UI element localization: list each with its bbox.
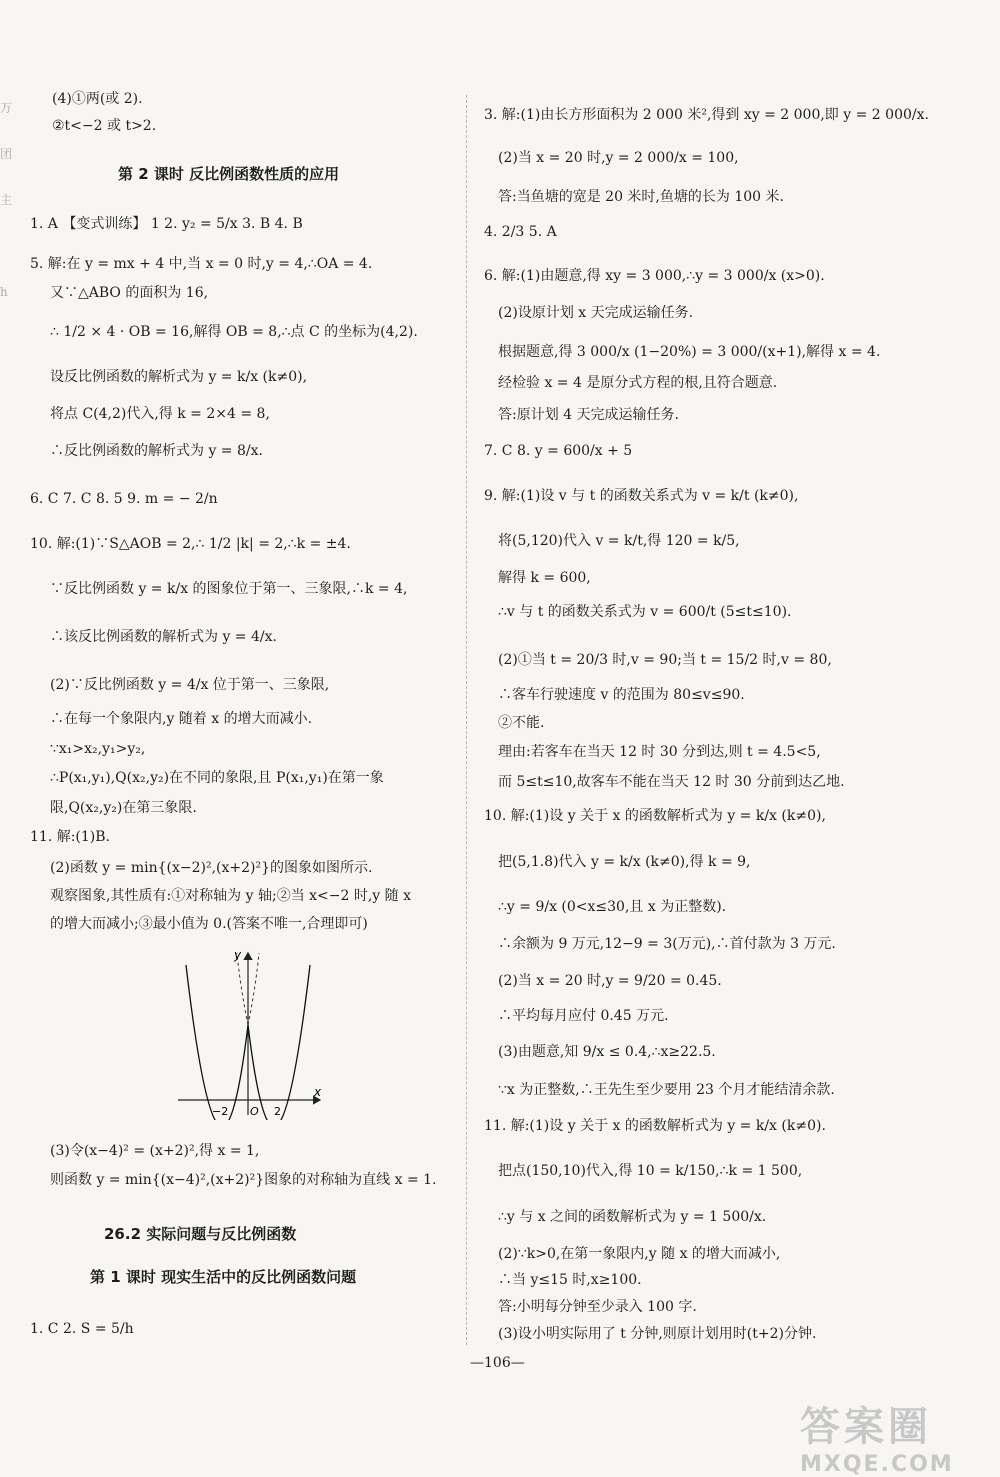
text-line: (2)设原计划 x 天完成运输任务. — [498, 305, 694, 321]
text-line: 11. 解:(1)设 y 关于 x 的函数解析式为 y = k/x (k≠0). — [484, 1118, 826, 1134]
text-line: ∴客车行驶速度 v 的范围为 80≤v≤90. — [498, 687, 745, 703]
tick-label-neg: −2 — [212, 1105, 229, 1118]
text-line: 1. C 2. S = 5/h — [30, 1321, 134, 1337]
text-line: 观察图象,其性质有:①对称轴为 y 轴;②当 x<−2 时,y 随 x — [50, 888, 412, 904]
text-line: ∴v 与 t 的函数关系式为 v = 600/t (5≤t≤10). — [498, 604, 792, 620]
watermark-url: MXQE.COM — [800, 1452, 954, 1477]
origin-label: O — [250, 1105, 259, 1118]
curve-right — [248, 965, 310, 1120]
dashed-curve-right — [237, 953, 248, 1025]
text-line: (4)①两(或 2). — [52, 91, 143, 107]
text-line: (2)函数 y = min{(x−2)²,(x+2)²}的图象如图所示. — [50, 860, 373, 876]
scan-margin-marks: 万 团 主 h — [0, 101, 13, 299]
text-line: 答:当鱼塘的宽是 20 米时,鱼塘的长为 100 米. — [498, 189, 784, 205]
text-line: (2)①当 t = 20/3 时,v = 90;当 t = 15/2 时,v = 80, — [498, 652, 832, 668]
text-line: ∴该反比例函数的解析式为 y = 4/x. — [50, 629, 277, 645]
dashed-curve-left — [248, 953, 259, 1025]
text-line: ②不能. — [498, 715, 545, 731]
x-axis-label: x — [314, 1085, 322, 1099]
text-line: ②t<−2 或 t>2. — [52, 118, 157, 134]
text-line: 的增大而减小;③最小值为 0.(答案不唯一,合理即可) — [50, 916, 368, 932]
text-line: 6. 解:(1)由题意,得 xy = 3 000,∴y = 3 000/x (x>0). — [484, 268, 825, 284]
text-line: (2)当 x = 20 时,y = 2 000/x = 100, — [498, 150, 739, 166]
text-line: 理由:若客车在当天 12 时 30 分到达,则 t = 4.5<5, — [498, 744, 821, 760]
text-line: 把点(150,10)代入,得 10 = k/150,∴k = 1 500, — [498, 1163, 803, 1179]
text-line: 11. 解:(1)B. — [30, 829, 111, 845]
text-line: 而 5≤t≤10,故客车不能在当天 12 时 30 分前到达乙地. — [498, 774, 845, 790]
text-line: 把(5,1.8)代入 y = k/x (k≠0),得 k = 9, — [498, 854, 751, 870]
text-line: (3)由题意,知 9/x ≤ 0.4,∴x≥22.5. — [498, 1044, 716, 1060]
text-line: 10. 解:(1)∵S△AOB = 2,∴ 1/2 |k| = 2,∴k = ±4. — [30, 536, 351, 552]
text-line: 将点 C(4,2)代入,得 k = 2×4 = 8, — [50, 406, 270, 422]
watermark-cn: 答案圈 — [800, 1404, 932, 1450]
text-line: 3. 解:(1)由长方形面积为 2 000 米²,得到 xy = 2 000,即 y = 2 000/x. — [484, 107, 929, 123]
text-line: (2)∵反比例函数 y = 4/x 位于第一、三象限, — [50, 677, 330, 693]
text-line: 答:小明每分钟至少录入 100 字. — [498, 1299, 697, 1315]
text-line: 5. 解:在 y = mx + 4 中,当 x = 0 时,y = 4,∴OA = 4. — [30, 256, 373, 272]
text-line: ∵x₁>x₂,y₁>y₂, — [50, 741, 146, 757]
text-line: (2)∵k>0,在第一象限内,y 随 x 的增大而减小, — [498, 1246, 781, 1262]
text-line: 答:原计划 4 天完成运输任务. — [498, 407, 679, 423]
text-line: ∵反比例函数 y = k/x 的图象位于第一、三象限,∴k = 4, — [50, 581, 408, 597]
tick-label-pos: 2 — [274, 1105, 281, 1118]
watermark — [800, 1395, 990, 1477]
text-line: 将(5,120)代入 v = k/t,得 120 = k/5, — [498, 533, 740, 549]
text-line: (2)当 x = 20 时,y = 9/20 = 0.45. — [498, 973, 722, 989]
column-divider — [466, 95, 467, 1345]
y-axis-label: y — [234, 948, 242, 962]
text-line: ∴平均每月应付 0.45 万元. — [498, 1008, 669, 1024]
text-line: ∵x 为正整数,∴王先生至少要用 23 个月才能结清余款. — [498, 1082, 835, 1098]
text-line: ∴反比例函数的解析式为 y = 8/x. — [50, 443, 263, 459]
section-heading: 第 2 课时 反比例函数性质的应用 — [118, 165, 340, 183]
section-heading: 26.2 实际问题与反比例函数 — [104, 1225, 297, 1243]
text-line: 则函数 y = min{(x−4)²,(x+2)²}图象的对称轴为直线 x = 1. — [50, 1172, 437, 1188]
section-heading: 第 1 课时 现实生活中的反比例函数问题 — [90, 1268, 357, 1286]
text-line: ∴余额为 9 万元,12−9 = 3(万元),∴首付款为 3 万元. — [498, 936, 836, 952]
text-line: 又∵△ABO 的面积为 16, — [50, 285, 209, 301]
text-line: (3)设小明实际用了 t 分钟,则原计划用时(t+2)分钟. — [498, 1326, 817, 1342]
text-line: 7. C 8. y = 600/x + 5 — [484, 443, 633, 459]
text-line: 9. 解:(1)设 v 与 t 的函数关系式为 v = k/t (k≠0), — [484, 488, 799, 504]
text-line: 设反比例函数的解析式为 y = k/x (k≠0), — [50, 369, 308, 385]
text-line: 限,Q(x₂,y₂)在第三象限. — [50, 800, 197, 816]
function-graph — [170, 945, 330, 1120]
text-line: 4. 2/3 5. A — [484, 224, 557, 240]
text-line: 1. A 【变式训练】 1 2. y₂ = 5/x 3. B 4. B — [30, 216, 303, 232]
text-line: ∴y = 9/x (0<x≤30,且 x 为正整数). — [498, 899, 727, 915]
text-line: 根据题意,得 3 000/x (1−20%) = 3 000/(x+1),解得 x = 4. — [498, 344, 881, 360]
text-line: ∴在每一个象限内,y 随着 x 的增大而减小. — [50, 711, 313, 727]
text-line: 10. 解:(1)设 y 关于 x 的函数解析式为 y = k/x (k≠0), — [484, 808, 826, 824]
text-line: ∴当 y≤15 时,x≥100. — [498, 1272, 642, 1288]
text-line: ∴P(x₁,y₁),Q(x₂,y₂)在不同的象限,且 P(x₁,y₁)在第一象 — [50, 770, 384, 786]
text-line: 解得 k = 600, — [498, 570, 591, 586]
text-line: 经检验 x = 4 是原分式方程的根,且符合题意. — [498, 375, 778, 391]
text-line: ∴ 1/2 × 4 · OB = 16,解得 OB = 8,∴点 C 的坐标为(4,2). — [50, 324, 418, 340]
text-line: 6. C 7. C 8. 5 9. m = − 2/n — [30, 491, 218, 507]
curve-left — [186, 965, 248, 1120]
text-line: ∴y 与 x 之间的函数解析式为 y = 1 500/x. — [498, 1209, 767, 1225]
page-number: —106— — [470, 1355, 525, 1371]
text-line: (3)令(x−4)² = (x+2)²,得 x = 1, — [50, 1143, 260, 1159]
